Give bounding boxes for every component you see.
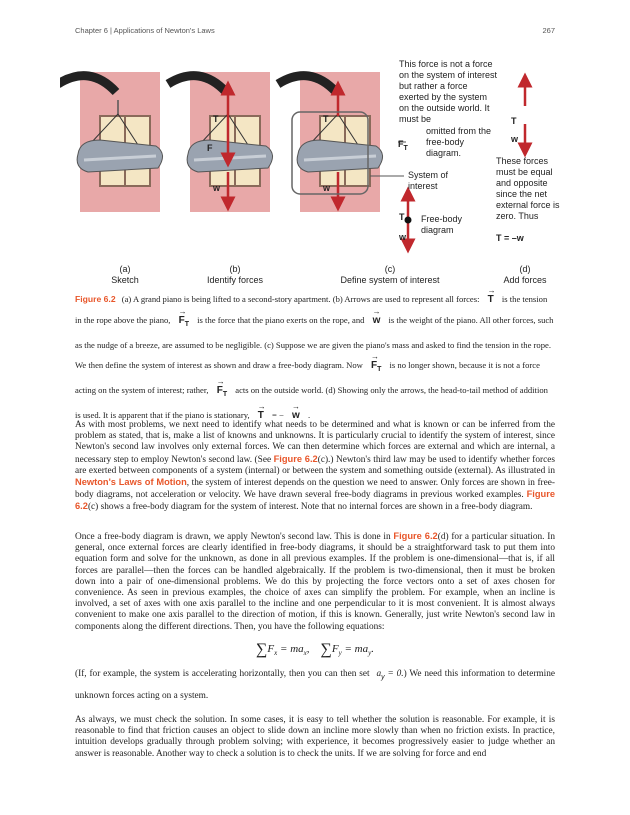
page-number: 267 <box>542 26 555 35</box>
paragraph-3: (If, for example, the system is accelerating horizontally, then you can then set $a_y = 0$.) We need this information to determine unknown forces acting on a system. <box>75 669 556 701</box>
label-w-d: w <box>511 134 519 144</box>
panel-label-d: (d) Add forces <box>503 264 547 285</box>
annotation-equal-opposite: These forces must be equal and opposite since the net external force is zero. Thus <box>496 156 560 221</box>
annotation-not-system: This force is not a force on the system of interest but rather a force exerted by the system on the outside world. It must be <box>399 59 498 124</box>
panel-label-c: (c) Define system of interest <box>340 264 440 285</box>
annotation-omitted: omitted from the free-body diagram. <box>426 126 492 158</box>
paragraph-4: As always, we must check the solution. In some cases, it is easy to tell whether the solution is reasonable. For example, it is reasonable to find that friction causes an object to slide down an incline more slowly than when no friction exists. In practice, intuition develops gradually through problem solving; with experience, it becomes progressively easier to judge whether an answer is reasonable. Another way to check a solution is to check the units. If we are solving for force and end <box>75 715 555 759</box>
paragraph-1: As with most problems, we next need to identify what needs to be determined and what is known or can be inferred from the problem as stated, that is, make a list of knowns and unknowns. It is particularly crucial to identify the system of interest, since Newton's second law involves only external forces. We can then determine which forces are external and which are internal, a necessary step to employ Newton's second law. (See Figure 6.2(c).) Newton's third law may be used to identify whether forces are exerted between components of a system (internal) or between the system and something outside (external). As illustrated in Newton's Laws of Motion, the system of interest depends on the question we need to answer. Only forces are shown in free-body diagrams, not acceleration or velocity. We have drawn several free-body diagrams in previous worked examples. Figure 6.2(c) shows a free-body diagram for the system of interest. Note that no internal forces are shown in a free-body diagram. <box>75 420 556 513</box>
link-newtons-laws[interactable]: Newton's Laws of Motion <box>75 477 187 488</box>
annotation-equation: T = –w <box>496 233 524 243</box>
label-FT-annotation: $F_T$ <box>398 139 408 152</box>
figure-caption: Figure 6.2 (a) A grand piano is being lifted to a second-story apartment. (b) Arrows are used to represent all forces: → T is the tension in the rope above the piano, → $F_T$ is the force that the piano exerts on the rope, and → w is the weight of the piano. All other forces, such as the nudge of a breeze, are assumed to be negligible. (c) Suppose we are given the piano's mass and asked to find the tension in the rope. We then define the system of interest as shown and draw a free-body diagram. Now → $F_T$ is no longer shown, because it is not a force acting on the system of interest; rather, → $F_T$ acts on the outside world. (d) Showing only the arrows, the head-to-tail method of addition is used. It is apparent that if the piano is stationary, → T = − → w . <box>75 289 555 426</box>
label-T-fbd: T <box>399 212 405 222</box>
caption-figure-number: Figure 6.2 <box>75 294 116 304</box>
link-figure-6-2-b[interactable]: Figure 6.2 <box>75 489 556 512</box>
annotation-system: System of interest <box>408 170 449 191</box>
link-figure-6-2[interactable]: Figure 6.2 <box>273 453 318 464</box>
label-w-fbd: w <box>399 232 407 242</box>
label-T-d: T <box>511 116 517 126</box>
link-figure-6-2-c[interactable]: Figure 6.2 <box>393 531 438 541</box>
label-T-b: T <box>213 114 219 124</box>
panel-label-a: (a) Sketch <box>111 264 139 285</box>
equation-newton-components: $\sum F_x = ma_x$, $\sum F_y = ma_y$. <box>256 641 374 658</box>
label-T-c: T <box>323 114 329 124</box>
running-header: Chapter 6 | Applications of Newton's Laws <box>75 26 215 35</box>
label-w-c: w <box>323 183 331 193</box>
label-F-b: F <box>207 143 213 153</box>
panel-label-b: (b) Identify forces <box>206 264 264 285</box>
label-w-b: w <box>213 183 221 193</box>
annotation-fbd: Free-body diagram <box>421 214 463 235</box>
paragraph-2: Once a free-body diagram is drawn, we apply Newton's second law. This is done in Figure 6.2(d) for a particular situation. In general, once external forces are clearly identified in free-body diagrams, it should be a straightforward task to put them into equation form and solve for the unknown, as done in all previous examples. If the problem is one-dimensional—that is, if all forces are parallel—then the forces can be handled algebraically. If the problem is two-dimensional, then it must be broken down into a pair of one-dimensional problems. We do this by projecting the force vectors onto a set of axes chosen for convenience. As seen in previous examples, the choice of axes can simplify the problem. For example, when an incline is involved, a set of axes with one axis parallel to the incline and one perpendicular to it is most convenient. It is almost always convenient to make one axis parallel to the direction of motion, if this is known. Generally, just write Newton's second law in components along the different directions. Then, you have the following equations: <box>75 531 555 632</box>
